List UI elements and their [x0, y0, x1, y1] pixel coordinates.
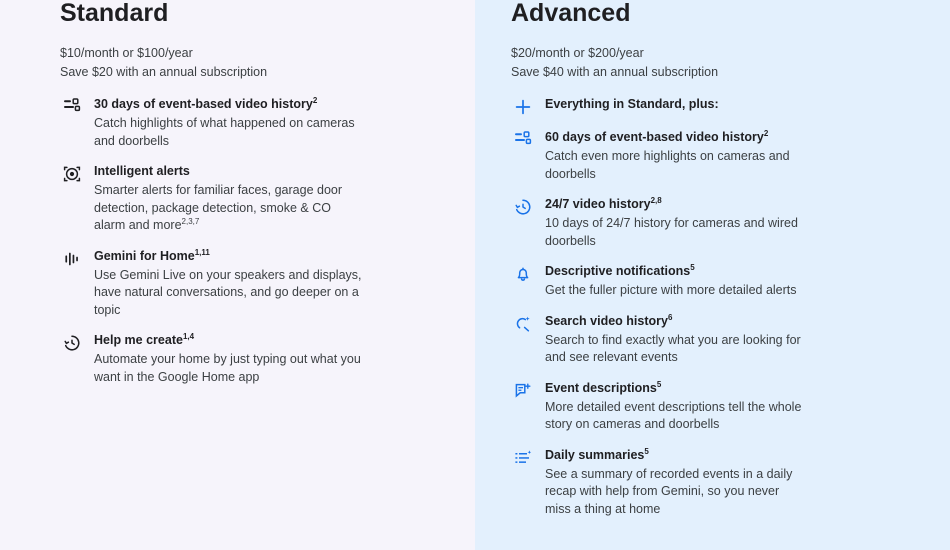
feature-item [60, 248, 439, 320]
feature-item [511, 263, 914, 300]
feature-title-footnote: 2 [312, 95, 318, 105]
plan-pricing-advanced [511, 44, 914, 82]
feature-description: Use Gemini Live on your speakers and displays, have natural conversations, and go deeper on a topic [94, 267, 362, 317]
clock-history-icon [511, 196, 535, 216]
feature-description: Catch even more highlights on cameras and doorbells [545, 149, 790, 181]
feature-item [511, 129, 914, 183]
feature-description: Get the fuller picture with more detailed alerts [545, 283, 797, 297]
feature-list-advanced [511, 96, 914, 518]
plan-price-line-advanced: $20/month or $200/year [511, 46, 644, 60]
feature-list-standard [60, 96, 439, 386]
daily-summaries-icon [511, 447, 535, 467]
feature-desc-footnote: 2,3,7 [181, 216, 200, 226]
feature-title: 60 days of event-based video history$^2$ [545, 128, 769, 144]
plan-pricing-standard [60, 44, 439, 82]
feature-title: Intelligent alerts [94, 164, 190, 178]
search-sparkle-icon [511, 313, 535, 333]
feature-item [511, 380, 914, 434]
feature-title: Event descriptions$^5$ [545, 379, 662, 395]
plus-icon [511, 96, 535, 116]
feature-title-footnote: 6 [667, 312, 673, 322]
bell-icon [511, 263, 535, 283]
face-detection-icon [60, 163, 84, 183]
feature-description: Smarter alerts for familiar faces, garage door detection, package detection, smoke & CO alarm and more$^{2,3,7}$ [94, 183, 343, 232]
feature-title: 24/7 video history$^{2,8}$ [545, 195, 662, 211]
feature-title-footnote: 5 [644, 446, 649, 456]
feature-description: 10 days of 24/7 history for cameras and wired doorbells [545, 216, 798, 248]
feature-description: More detailed event descriptions tell the whole story on cameras and doorbells [545, 399, 802, 431]
video-history-icon [60, 96, 84, 116]
plan-title-wrap-standard [60, 0, 439, 28]
video-history-icon [511, 129, 535, 149]
feature-title-footnote: 5 [656, 379, 662, 389]
feature-description: Automate your home by just typing out what you want in the Google Home app [94, 352, 361, 384]
feature-title: 30 days of event-based video history$^2$ [94, 95, 318, 111]
feature-item [60, 163, 439, 235]
includes-label: Everything in Standard, plus: [545, 97, 719, 111]
feature-item [511, 196, 914, 250]
feature-title-footnote: 2 [763, 128, 769, 138]
feature-title: Daily summaries$^5$ [545, 446, 649, 462]
feature-title-footnote: 1,11 [194, 247, 210, 257]
feature-title-footnote: 1,4 [182, 331, 195, 341]
includes-row [511, 96, 914, 116]
plan-save-line-standard: Save $20 with an annual subscription [60, 65, 268, 79]
feature-description: See a summary of recorded events in a daily recap with help from Gemini, so you never miss a thing at home [545, 466, 793, 516]
gemini-equalizer-icon [60, 248, 84, 268]
plan-title-wrap-advanced [511, 0, 914, 28]
feature-item [511, 447, 914, 519]
feature-description: Catch highlights of what happened on cameras and doorbells [94, 116, 355, 148]
feature-title: Gemini for Home$^{1,11}$ [94, 247, 210, 263]
plan-price-line-standard: $10/month or $100/year [60, 46, 193, 60]
plan-title-standard: Standard [60, 0, 169, 27]
feature-title: Search video history$^6$ [545, 312, 673, 328]
help-me-create-clock-icon [60, 332, 84, 352]
feature-item [60, 96, 439, 150]
plan-save-line-advanced: Save $40 with an annual subscription [511, 65, 719, 79]
feature-title: Help me create$^{1,4}$ [94, 331, 195, 347]
feature-item [511, 313, 914, 367]
feature-title-footnote: 5 [690, 262, 695, 272]
feature-title-footnote: 2,8 [650, 195, 662, 205]
feature-description: Search to find exactly what you are looking for and see relevant events [545, 332, 801, 364]
plan-title-advanced: Advanced [511, 0, 631, 27]
feature-item [60, 332, 439, 386]
feature-title: Descriptive notifications$^5$ [545, 262, 695, 278]
plan-panel-advanced [475, 0, 950, 550]
event-description-icon [511, 380, 535, 400]
